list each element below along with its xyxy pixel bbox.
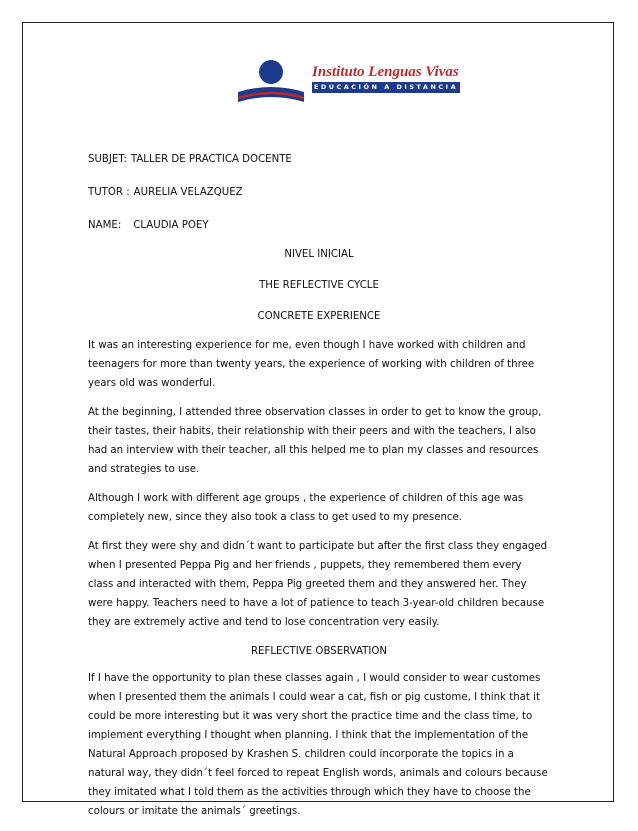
subject-value: TALLER DE PRACTICA DOCENTE — [130, 154, 292, 165]
logo-tagline: EDUCACIÓN A DISTANCIA — [313, 83, 459, 91]
subject-field — [88, 150, 550, 169]
reflective-heading: REFLECTIVE OBSERVATION — [250, 646, 388, 657]
paragraph-3: Although I work with different age groups , the experience of children of this age was completely new, since they also took a class to get used to my presence. — [88, 493, 524, 523]
institute-logo — [236, 58, 462, 110]
paragraph-2: At the beginning, I attended three observation classes in order to get to know the group, their tastes, their habits, their relationship with their peers and with the teachers, I also had an interview with their teacher, all this helped me to plan my classes and resources and strategies to use. — [88, 407, 542, 475]
tutor-value: AURELIA VELAZQUEZ — [133, 187, 243, 198]
name-value: CLAUDIA POEY — [133, 220, 209, 231]
logo-mark-icon — [236, 58, 306, 110]
paragraph-4: At first they were shy and didn´t want to participate but after the first class they engaged when I presented Peppa Pig and her friends , puppets, they remembered them every class and interacted with them, Peppa Pig greeted them and they answered her. They were happy. Teachers need to have a lot of patience to teach 3-year-old children because they are extremely active and tend to lose concentration very easily. — [88, 541, 548, 628]
tutor-field — [88, 183, 550, 202]
level-heading: NIVEL INICIAL — [284, 249, 354, 260]
logo-brand-text: Instituto Lenguas Vivas — [312, 64, 459, 80]
subject-label: SUBJET: — [88, 154, 127, 165]
paragraph-5: If I have the opportunity to plan these classes again , I would consider to wear customes when I presented them the animals I could wear a cat, fish or pig custome, I think that it could be more interesting but it was very short the practice time and the class time, to implement everything I thought when planning. I think that the implementation of the Natural Approach proposed by Krashen S. children could incorporate the topics in a natural way, they didn´t feel forced to repeat English words, animals and colours because they imitated what I told them as the activities through which they have to choose the colours or imitate the animals´ greetings. — [88, 673, 548, 817]
concrete-heading: CONCRETE EXPERIENCE — [257, 311, 381, 322]
name-label: NAME: — [88, 220, 122, 231]
cycle-heading: THE REFLECTIVE CYCLE — [259, 280, 379, 291]
paragraph-1: It was an interesting experience for me, even though I have worked with children and teenagers for more than twenty years, the experience of working with children of three years old was wonderful. — [88, 340, 535, 389]
document-body — [88, 150, 550, 831]
name-field — [88, 216, 550, 235]
tutor-label: TUTOR : — [88, 187, 130, 198]
